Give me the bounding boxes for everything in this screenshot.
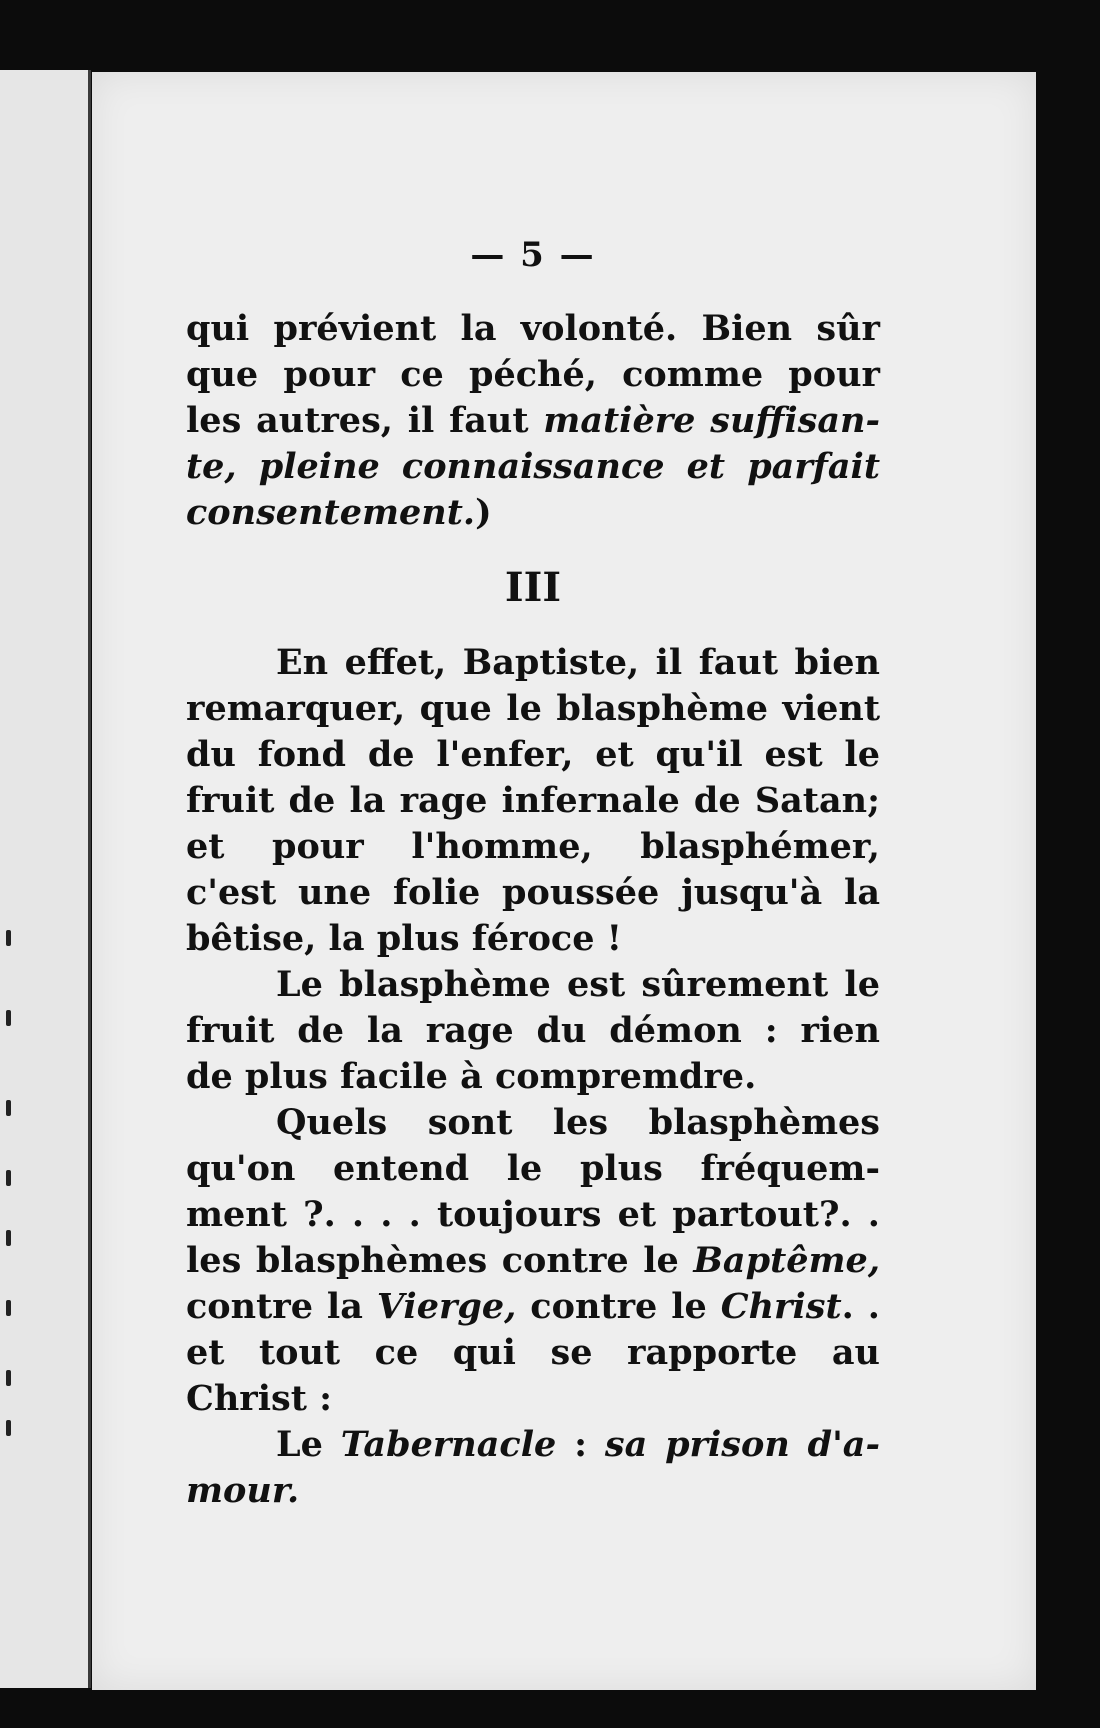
paragraph-5 — [186, 1422, 880, 1514]
text-line: c'est une folie poussée jusqu'à la — [186, 872, 880, 913]
text-run: les autres, il faut — [186, 400, 544, 441]
text-run: les blasphèmes contre le — [186, 1240, 694, 1281]
edge-mark — [6, 1170, 11, 1186]
paragraph-1 — [186, 306, 880, 536]
text-run: contre le — [516, 1286, 721, 1327]
text-line — [186, 444, 880, 490]
text-line — [186, 1422, 880, 1468]
paragraph-4 — [186, 1100, 880, 1422]
text-line: et tout ce qui se rapporte au — [186, 1332, 880, 1373]
italic-run: Christ — [720, 1286, 842, 1327]
text-run: . . — [841, 1286, 880, 1327]
text-line — [186, 1468, 880, 1514]
text-line — [186, 1238, 880, 1284]
italic-run: mour. — [186, 1470, 300, 1511]
text-run: : — [556, 1424, 605, 1465]
paragraph-2 — [186, 640, 880, 962]
text-line: bêtise, la plus féroce ! — [186, 918, 623, 959]
edge-mark — [6, 930, 11, 946]
text-line: En effet, Baptiste, il faut bien — [276, 642, 880, 683]
text-line — [186, 398, 880, 444]
text-run: contre la — [186, 1286, 377, 1327]
edge-mark — [6, 1420, 11, 1436]
text-line: Christ : — [186, 1378, 333, 1419]
italic-run: te, pleine connaissance et parfait — [186, 446, 880, 487]
edge-mark — [6, 1370, 11, 1386]
edge-mark — [6, 1300, 11, 1316]
italic-run: matière suffisan- — [543, 400, 880, 441]
text-line: fruit de la rage infernale de Satan; — [186, 780, 880, 821]
text-run: ) — [475, 492, 492, 533]
text-line: Le blasphème est sûrement le — [276, 964, 880, 1005]
page-text — [186, 232, 880, 1514]
italic-run: sa prison d'a- — [604, 1424, 880, 1465]
paragraph-3 — [186, 962, 880, 1100]
book-page — [92, 72, 1036, 1690]
text-line: qui prévient la volonté. Bien sûr — [186, 308, 880, 349]
italic-run: Vierge, — [376, 1286, 517, 1327]
edge-mark — [6, 1100, 11, 1116]
text-line — [186, 490, 880, 536]
text-line: Quels sont les blasphèmes — [276, 1102, 880, 1143]
text-line: qu'on entend le plus fréquem- — [186, 1148, 880, 1189]
text-line: et pour l'homme, blasphémer, — [186, 826, 880, 867]
page-number: — 5 — — [470, 235, 596, 275]
facing-page-edge — [0, 70, 91, 1688]
text-line: de plus facile à compremdre. — [186, 1056, 757, 1097]
text-line: remarquer, que le blasphème vient — [186, 688, 880, 729]
italic-run: Tabernacle — [340, 1424, 557, 1465]
text-line: que pour ce péché, comme pour — [186, 354, 880, 395]
section-heading: III — [504, 564, 562, 611]
text-run: Le — [276, 1424, 341, 1465]
text-line: ment ?. . . . toujours et partout?. . — [186, 1194, 880, 1235]
edge-mark — [6, 1230, 11, 1246]
text-line: du fond de l'enfer, et qu'il est le — [186, 734, 880, 775]
text-line — [186, 1284, 880, 1330]
italic-run: Baptême, — [693, 1240, 880, 1281]
text-line: fruit de la rage du démon : rien — [186, 1010, 880, 1051]
italic-run: consentement. — [186, 492, 476, 533]
edge-mark — [6, 1010, 11, 1026]
